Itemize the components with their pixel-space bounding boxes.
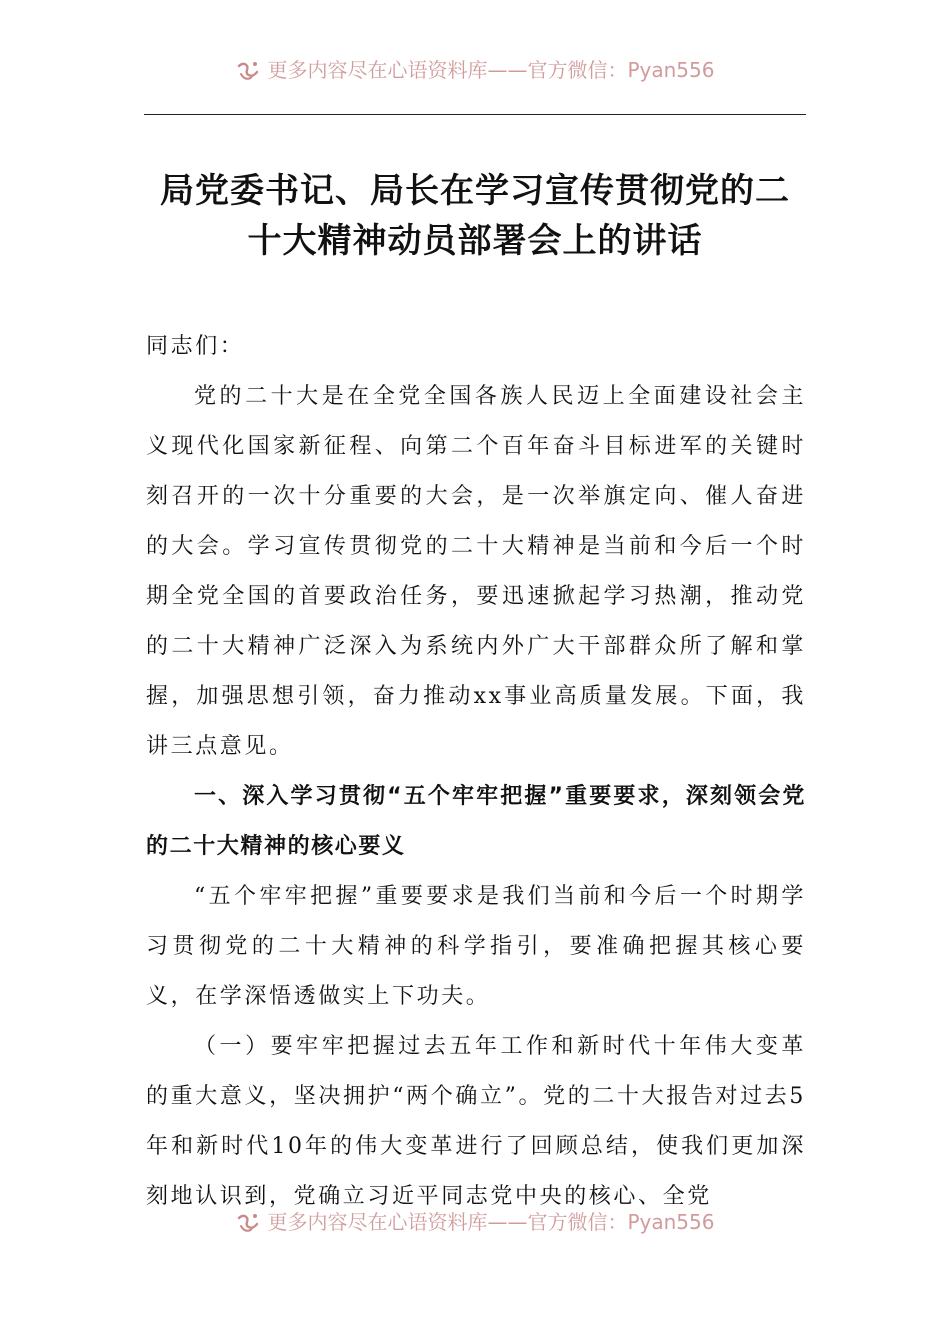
- salutation: 同志们：: [146, 334, 245, 359]
- paragraph-intro: 党的二十大是在全党全国各族人民迈上全面建设社会主义现代化国家新征程、向第二个百年奋斗目标进军的关键时刻召开的一次十分重要的大会，是一次举旗定向、催人奋进的大会。学习宣传贯彻党的二十大精神是当前和今后一个时期全党全国的首要政治任务，要迅速掀起学习热潮，推动党的二十大精神广泛深入为系统内外广大干部群众所了解和掌握，加强思想引领，奋力推动xx事业高质量发展。下面，我讲三点意见。: [146, 384, 806, 759]
- title-line-1: 局党委书记、局长在学习宣传贯彻党的二: [160, 171, 790, 211]
- watermark-logo-icon: [235, 58, 261, 84]
- watermark-header: [0, 56, 950, 86]
- title-line-2: 十大精神动员部署会上的讲话: [247, 221, 703, 261]
- watermark-logo-icon: [235, 1210, 261, 1236]
- watermark-text: 更多内容尽在心语资料库——官方微信：Pyan556: [267, 57, 715, 82]
- document-title: [144, 166, 806, 266]
- header-rule: [144, 114, 806, 115]
- paragraph-subsection-1: （一）要牢牢把握过去五年工作和新时代十年伟大变革的重大意义，坚决拥护“两个确立”。党的二十大报告对过去5年和新时代10年的伟大变革进行了回顾总结，使我们更加深刻地认识到，党确立习近平同志党中央的核心、全党: [146, 1034, 806, 1209]
- paragraph-five-grasps: “五个牢牢把握”重要要求是我们当前和今后一个时期学习贯彻党的二十大精神的科学指引，要准确把握其核心要义，在学深悟透做实上下功夫。: [146, 884, 806, 1009]
- watermark-footer: [0, 1208, 950, 1238]
- document-body: [146, 322, 806, 1222]
- watermark-text: 更多内容尽在心语资料库——官方微信：Pyan556: [267, 1209, 715, 1234]
- section-heading-1: 一、深入学习贯彻“五个牢牢把握”重要要求，深刻领会党的二十大精神的核心要义: [146, 784, 806, 859]
